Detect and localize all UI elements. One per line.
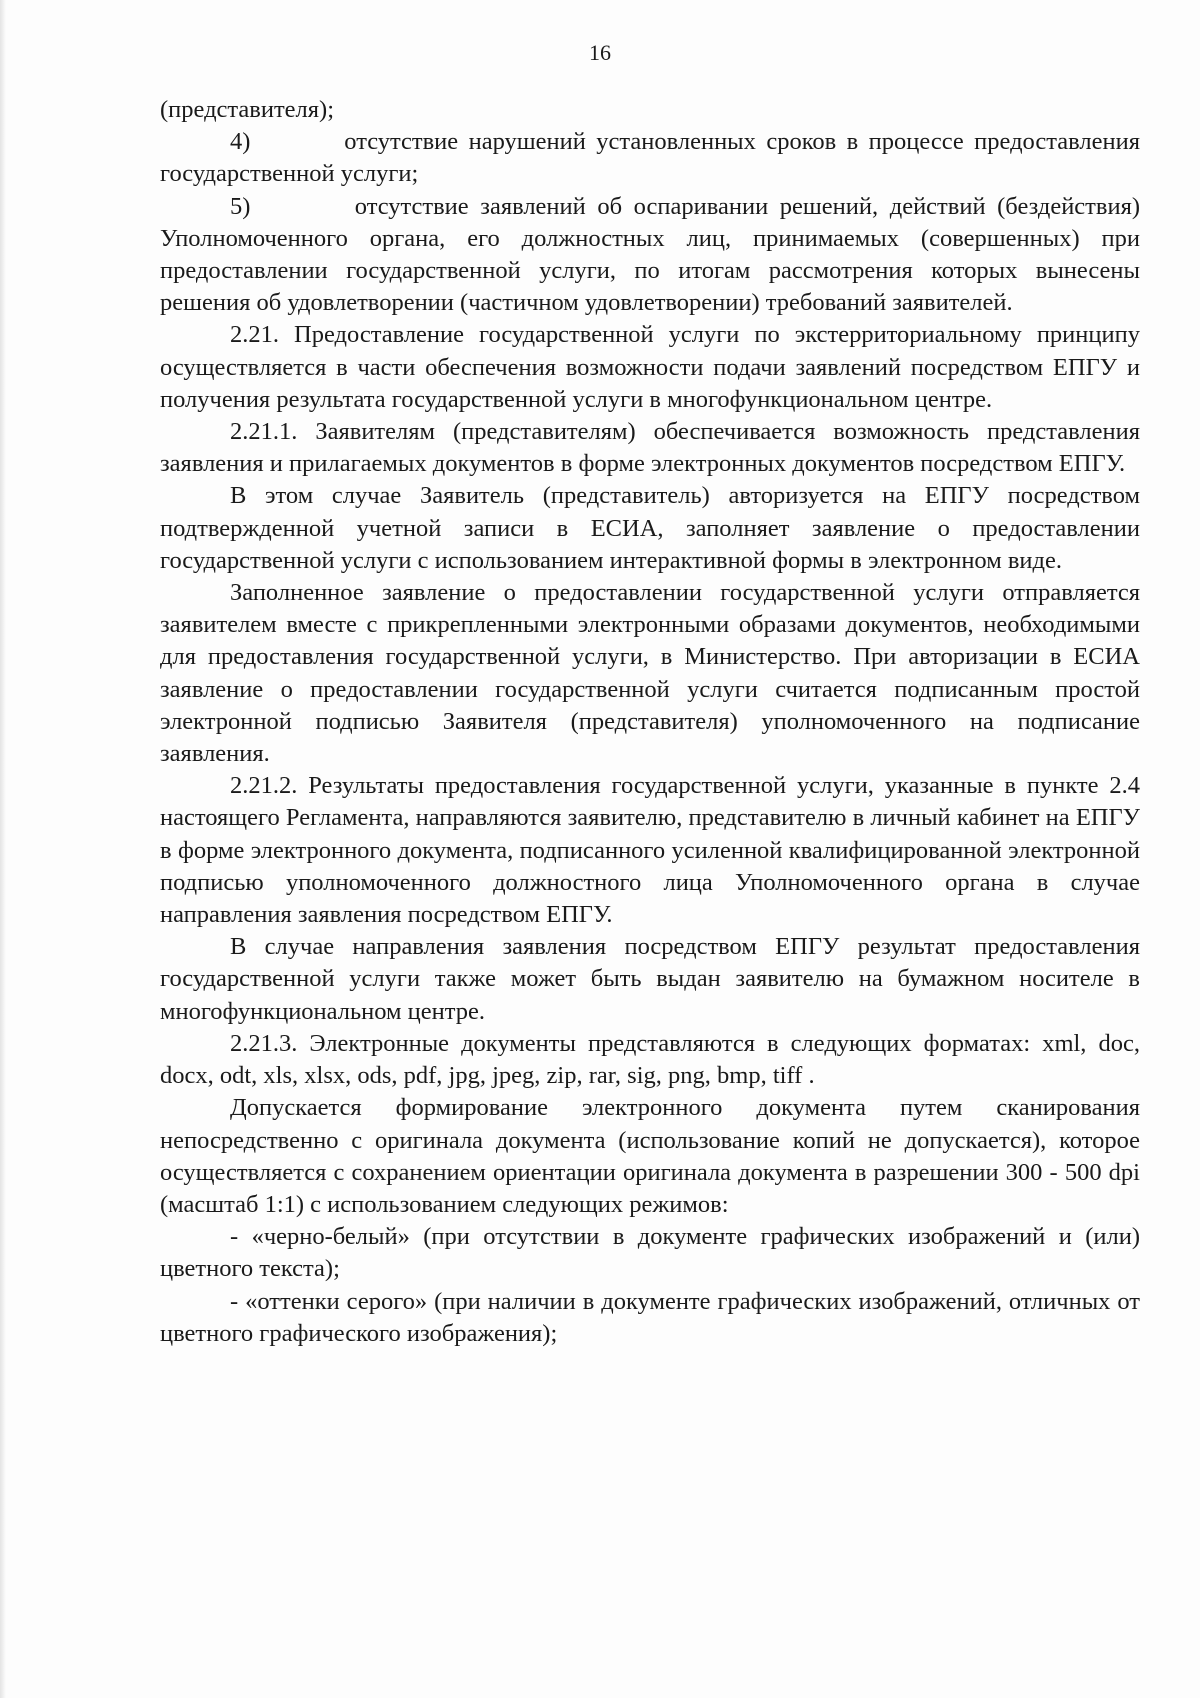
page-number: 16	[589, 40, 611, 65]
body-text	[160, 94, 1140, 1350]
section-2-21-3: 2.21.3. Электронные документы представляются в следующих форматах: xml, doc, docx, odt, xls, xlsx, ods, pdf, jpg, jpeg, zip, rar, sig, png, bmp, tiff .	[160, 1029, 1140, 1090]
paragraph: (представителя);	[160, 96, 335, 123]
list-item-5: 5) отсутствие заявлений об оспаривании решений, действий (бездействия) Уполномоченного органа, его должностных лиц, принимаемых (совершенных) при предоставлении государственной услуги, по итогам рассмотрения которых вынесены решения об удовлетворении (частичном удовлетворении) требований заявителей.	[160, 192, 1140, 317]
paragraph: В этом случае Заявитель (представитель) авторизуется на ЕПГУ посредством подтвержденной учетной записи в ЕСИА, заполняет заявление о предоставлении государственной услуги с использованием интерактивной формы в электронном виде.	[160, 482, 1140, 574]
bullet-item: - «оттенки серого» (при наличии в документе графических изображений, отличных от цветного графического изображения);	[160, 1287, 1140, 1347]
paragraph: Допускается формирование электронного документа путем сканирования непосредственно с оригинала документа (использование копий не допускается), которое осуществляется с сохранением ориентации оригинала документа в разрешении 300 - 500 dpi (масштаб 1:1) с использованием следующих режимов:	[160, 1094, 1140, 1218]
section-2-21: 2.21. Предоставление государственной услуги по экстерриториальному принципу осуществляется в части обеспечения возможности подачи заявлений посредством ЕПГУ и получения результата государственной услуги в многофункциональном центре.	[160, 321, 1140, 413]
list-item-4: 4) отсутствие нарушений установленных сроков в процессе предоставления государственной услуги;	[160, 128, 1140, 188]
bullet-item: - «черно-белый» (при отсутствии в документе графических изображений и (или) цветного текста);	[160, 1223, 1140, 1283]
scan-edge	[0, 0, 6, 1698]
section-2-21-1: 2.21.1. Заявителям (представителям) обеспечивается возможность представления заявления и прилагаемых документов в форме электронных документов посредством ЕПГУ.	[160, 418, 1140, 478]
paragraph: Заполненное заявление о предоставлении государственной услуги отправляется заявителем вместе с прикрепленными электронными образами документов, необходимыми для предоставления государственной услуги, в Министерство. При авторизации в ЕСИА заявление о предоставлении государственной услуги считается подписанным простой электронной подписью Заявителя (представителя) уполномоченного на подписание заявления.	[160, 579, 1140, 768]
section-2-21-2: 2.21.2. Результаты предоставления государственной услуги, указанные в пункте 2.4 настоящего Регламента, направляются заявителю, представителю в личный кабинет на ЕПГУ в форме электронного документа, подписанного усиленной квалифицированной электронной подписью уполномоченного должностного лица Уполномоченного органа в случае направления заявления посредством ЕПГУ.	[160, 772, 1140, 929]
paragraph: В случае направления заявления посредством ЕПГУ результат предоставления государственной услуги также может быть выдан заявителю на бумажном носителе в многофункциональном центре.	[160, 933, 1140, 1025]
